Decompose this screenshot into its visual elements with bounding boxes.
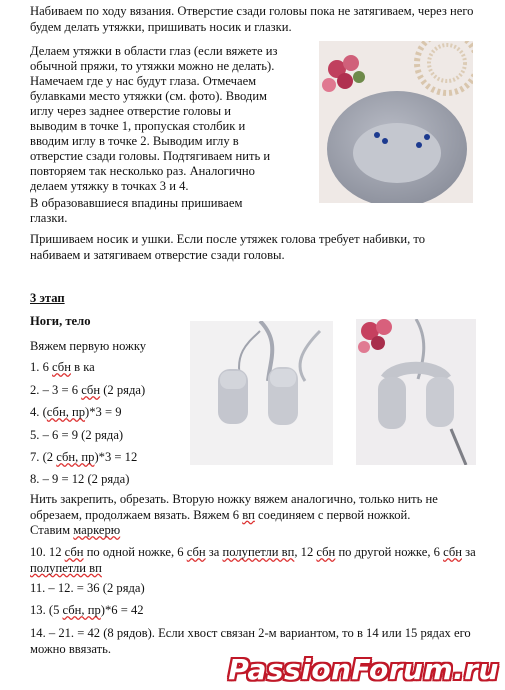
marker-line: Ставим маркерю	[30, 523, 121, 537]
pattern-row: 8. – 9 = 12 (2 ряда)	[30, 472, 130, 486]
text-line: выводим в точке 1, пропуская столбик и	[30, 119, 246, 133]
text-line: иглу через заднее отверстие головы и	[30, 104, 231, 118]
legs-photo-2	[356, 319, 476, 465]
pattern-row-14: 14. – 21. = 42 (8 рядов). Если хвост связан 2-м вариантом, то в 14 или 15 рядах его можно ввязать.	[30, 626, 471, 656]
pattern-row: 1. 6 сбн в ка	[30, 360, 95, 374]
intro-paragraph-4: Пришиваем носик и ушки. Если после утяжек голова требует набивки, то набиваем и затягиваем отверстие сзади головы.	[30, 232, 426, 262]
head-photo	[319, 41, 473, 203]
pattern-row-13: 13. (5 сбн, пр)*6 = 42	[30, 603, 144, 617]
stage-intro: Вяжем первую ножку	[30, 339, 147, 353]
legs-photo-1	[190, 321, 333, 465]
text-line: В образовавшиеся впадины пришиваем	[30, 196, 243, 210]
text-line: глазки.	[30, 211, 68, 225]
tie-off-paragraph: Нить закрепить, обрезать. Вторую ножку вяжем аналогично, только нить не обрезаем, продолжаем вязать. Вяжем 6 вп соединяем с первой ножкой.	[30, 492, 438, 522]
text-line: обычной пряжи, то утяжки можно не делать).	[30, 59, 275, 73]
pattern-row: 4. (сбн, пр)*3 = 9	[30, 405, 122, 419]
text-line: отверстие сзади головы. Подтягиваем нить и	[30, 149, 271, 163]
text-line: повторяем так несколько раз. Аналогично	[30, 164, 255, 178]
stage-title: 3 этап	[30, 291, 65, 305]
text-line: Делаем утяжки в области глаз (если вяжете из	[30, 44, 278, 58]
pattern-row-11: 11. – 12. = 36 (2 ряда)	[30, 581, 145, 595]
pattern-row: 5. – 6 = 9 (2 ряда)	[30, 428, 124, 442]
stage-subtitle: Ноги, тело	[30, 314, 91, 328]
text-line: булавками место утяжки (см. фото). Вводим	[30, 89, 268, 103]
text-line: делаем утяжку в точках 3 и 4.	[30, 179, 189, 193]
text-line: Намечаем где у нас будут глаза. Отмечаем	[30, 74, 257, 88]
pattern-row: 2. – 3 = 6 сбн (2 ряда)	[30, 383, 146, 397]
pattern-row: 7. (2 сбн, пр)*3 = 12	[30, 450, 138, 464]
pattern-row-10: 10. 12 сбн по одной ножке, 6 сбн за полупетли вп, 12 сбн по другой ножке, 6 сбн за полупетли вп	[30, 545, 476, 575]
intro-paragraph-1: Набиваем по ходу вязания. Отверстие сзади головы пока не затягиваем, через него будем делать утяжки, пришивать носик и глазки.	[30, 4, 474, 34]
text-line: вводим иглу в точке 2. Выводим иглу в	[30, 134, 239, 148]
watermark: PassionForum.ru	[228, 653, 499, 686]
